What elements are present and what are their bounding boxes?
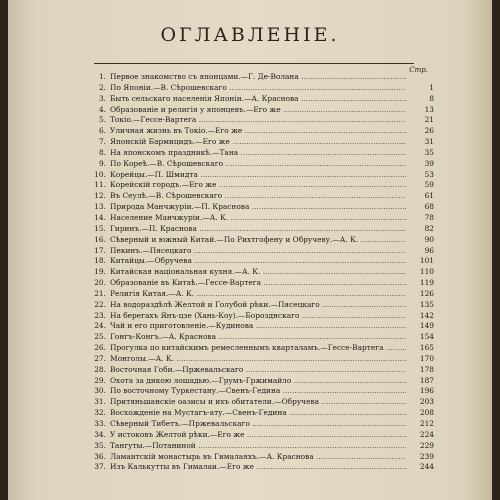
toc-entry-page: 244 — [419, 462, 434, 472]
toc-entry-title: На берегахъ Янъ-цзе (Хань-Коу).—Борозднскаго ..... — [110, 311, 406, 322]
toc-entry-title: Корейскій городъ.—Его же ..... — [110, 180, 406, 191]
toc-entry — [88, 376, 434, 387]
toc-entry-page: 68 — [424, 202, 434, 212]
title-rule — [94, 63, 414, 64]
toc-entry — [88, 170, 434, 181]
toc-entry-number: 29. — [94, 375, 106, 385]
toc-entry-number: 37. — [94, 462, 106, 472]
toc-entry-number: 31. — [94, 397, 106, 407]
toc-entry — [88, 441, 434, 452]
toc-entry-title: На японскомъ праздникѣ.—Тана ..... — [110, 148, 406, 159]
toc-entry-number: 17. — [94, 245, 106, 255]
toc-entry — [88, 246, 434, 257]
toc-entry-number: 27. — [94, 353, 106, 363]
toc-entry-title: Сѣверный и южный Китай.—По Рихтгофену и Обручеву.—А. К. ..... — [110, 235, 406, 246]
toc-entry — [88, 235, 434, 246]
toc-entry-page: 61 — [424, 191, 434, 201]
toc-entry-title: Токіо.—Гессе-Вартега ..... — [110, 115, 406, 126]
toc-entry-page: 135 — [419, 299, 434, 309]
toc-entry-number: 25. — [94, 332, 106, 342]
toc-entry-title: Ламаитскій монастырь въ Гималаяхъ.—А. Краснова ..... — [110, 452, 406, 463]
toc-entry-number: 35. — [94, 440, 106, 450]
toc-entry-number: 5. — [98, 115, 106, 125]
toc-entry-page: 21 — [424, 115, 434, 125]
toc-entry-title: Восхожденіе на Мустагъ-ату.—Свенъ-Гедина ..... — [110, 408, 406, 419]
toc-entry-page: 82 — [424, 223, 434, 233]
toc-entry-title: Китайская національная кухня.—А. К. ..... — [110, 267, 406, 278]
toc-entry-number: 26. — [94, 343, 106, 353]
toc-entry — [88, 365, 434, 376]
toc-entry-number: 15. — [94, 223, 106, 233]
toc-entry-number: 11. — [94, 180, 106, 190]
toc-entry-page: 178 — [419, 364, 434, 374]
toc-entry — [88, 256, 434, 267]
toc-entry-page: 26 — [424, 126, 434, 136]
toc-entry — [88, 126, 434, 137]
toc-entry-page: 101 — [419, 256, 434, 266]
toc-entry-title: Гиринъ.—П. Краснова ..... — [110, 224, 406, 235]
toc-entry — [88, 430, 434, 441]
toc-entry-page: 196 — [419, 386, 434, 396]
table-of-contents — [88, 72, 434, 473]
toc-entry-title: Корейцы.—П. Шмидта ..... — [110, 170, 406, 181]
toc-entry-page: 119 — [419, 278, 434, 288]
toc-entry-page: 59 — [424, 180, 434, 190]
toc-entry-title: Притяньшанскіе оазисы и ихъ обитатели.—Обручева ..... — [110, 397, 406, 408]
toc-entry-page: 154 — [419, 332, 434, 342]
toc-entry — [88, 148, 434, 159]
toc-entry-page: 203 — [419, 397, 434, 407]
toc-entry — [88, 213, 434, 224]
toc-entry — [88, 300, 434, 311]
toc-entry — [88, 452, 434, 463]
toc-entry-page: 1 — [429, 82, 434, 92]
page-title: ОГЛАВЛЕНІЕ. — [160, 24, 340, 46]
toc-entry-number: 36. — [94, 451, 106, 461]
toc-entry — [88, 419, 434, 430]
toc-entry-page: 229 — [419, 440, 434, 450]
toc-entry — [88, 159, 434, 170]
toc-entry — [88, 115, 434, 126]
toc-entry-number: 23. — [94, 310, 106, 320]
toc-entry-page: 212 — [419, 419, 434, 428]
toc-entry-number: 32. — [94, 408, 106, 418]
toc-entry-page: 170 — [419, 353, 434, 363]
toc-entry-title: Население Манчжуріи.—А. К. ..... — [110, 213, 406, 224]
toc-entry-title: Китайцы.—Обручева ..... — [110, 256, 406, 267]
toc-entry-number: 8. — [98, 147, 106, 157]
toc-entry-title: Японскій Бармицидъ.—Его же ..... — [110, 137, 406, 148]
toc-entry-title: Сѣверный Тибетъ.—Пржевальскаго ..... — [110, 419, 406, 430]
toc-entry-title: Охота за дикою лошадью.—Грумъ-Гржимайло ..... — [110, 376, 406, 387]
toc-entry-page: 142 — [419, 310, 434, 320]
toc-entry-page: 110 — [419, 267, 434, 277]
toc-entry-number: 33. — [94, 419, 106, 428]
toc-entry — [88, 354, 434, 365]
toc-entry-page: 149 — [419, 321, 434, 331]
toc-entry — [88, 397, 434, 408]
toc-entry-page: 165 — [419, 343, 434, 353]
toc-entry-title: Монголы.—А. К. ..... — [110, 354, 406, 365]
toc-entry-title: Въ Сеулѣ.—В. Сѣрошевскаго ..... — [110, 191, 406, 202]
toc-entry — [88, 105, 434, 116]
toc-entry-page: 8 — [429, 93, 434, 103]
toc-entry-title: У истоковъ Желтой рѣки.—Его же ..... — [110, 430, 406, 441]
toc-entry — [88, 278, 434, 289]
toc-entry-page: 53 — [424, 169, 434, 179]
toc-entry-number: 6. — [98, 126, 106, 136]
toc-entry — [88, 321, 434, 332]
toc-entry-page: 35 — [424, 147, 434, 157]
toc-entry — [88, 462, 434, 473]
toc-entry-title: На водораздѣлѣ Желтой и Голубой рѣки.—Пясецкаго ..... — [110, 300, 406, 311]
toc-entry-page: 224 — [419, 429, 434, 439]
toc-entry — [88, 94, 434, 105]
toc-entry-number: 7. — [98, 137, 106, 147]
toc-entry-number: 21. — [94, 288, 106, 298]
toc-entry-number: 1. — [98, 72, 106, 81]
toc-entry — [88, 289, 434, 300]
toc-entry-page: 126 — [419, 288, 434, 298]
toc-entry-title: Чай и его приготовленіе.—Кудинова ..... — [110, 321, 406, 332]
toc-entry-number: 14. — [94, 212, 106, 222]
toc-entry — [88, 408, 434, 419]
toc-entry-title: Быть сельскаго населенія Японіи.—А. Краснова ..... — [110, 94, 406, 105]
toc-entry-title: Пекинъ.—Пясецкаго ..... — [110, 246, 406, 257]
toc-entry-number: 19. — [94, 267, 106, 277]
toc-entry-title: По Японіи.—В. Сѣрошевскаго ..... — [110, 83, 406, 94]
page-column-label: Стр. — [409, 66, 428, 74]
toc-entry-number: 10. — [94, 169, 106, 179]
toc-entry-page: 96 — [424, 245, 434, 255]
toc-entry-number: 12. — [94, 191, 106, 201]
toc-entry-number: 34. — [94, 429, 106, 439]
toc-entry-title: Тангуты.—Потаниной ..... — [110, 441, 406, 452]
toc-entry — [88, 180, 434, 191]
toc-entry-number: 28. — [94, 364, 106, 374]
toc-entry-title: Уличная жизнь въ Токіо.—Его же ..... — [110, 126, 406, 137]
toc-entry-number: 9. — [98, 158, 106, 168]
toc-entry-number: 13. — [94, 202, 106, 212]
toc-entry-number: 3. — [98, 93, 106, 103]
toc-entry-title: Изъ Калькутты въ Гималаи.—Его же ..... — [110, 462, 406, 473]
toc-entry-title: По Кореѣ.—В. Сѣрошевскаго ..... — [110, 159, 406, 170]
toc-entry — [88, 72, 434, 83]
toc-entry-number: 18. — [94, 256, 106, 266]
toc-entry-page: 239 — [419, 451, 434, 461]
toc-entry-number: 30. — [94, 386, 106, 396]
toc-entry-number: 16. — [94, 234, 106, 244]
toc-entry-number: 22. — [94, 299, 106, 309]
toc-entry — [88, 83, 434, 94]
toc-entry — [88, 311, 434, 322]
toc-entry — [88, 224, 434, 235]
toc-entry-page: 90 — [424, 234, 434, 244]
toc-entry-page: 78 — [424, 212, 434, 222]
toc-entry-title: Образованіе и религія у японцевъ.—Его же ..... — [110, 105, 406, 116]
toc-entry-title: Религія Китая.—А. К. ..... — [110, 289, 406, 300]
toc-entry — [88, 202, 434, 213]
toc-entry-page: 13 — [424, 104, 434, 114]
toc-entry — [88, 267, 434, 278]
toc-entry-page: 187 — [419, 375, 434, 385]
book-page — [8, 0, 492, 500]
toc-entry-page: 39 — [424, 158, 434, 168]
toc-entry — [88, 343, 434, 354]
toc-entry-number: 24. — [94, 321, 106, 331]
toc-entry-page: 208 — [419, 408, 434, 418]
toc-entry-number: 4. — [98, 104, 106, 114]
toc-entry-title: Гонгъ-Конгъ.—А. Краснова ..... — [110, 332, 406, 343]
toc-entry-number: 2. — [98, 82, 106, 92]
toc-entry-title: Природа Манчжуріи.—П. Краснова ..... — [110, 202, 406, 213]
toc-entry — [88, 137, 434, 148]
toc-entry-number: 20. — [94, 278, 106, 288]
toc-entry-title: Восточная Гоби.—Пржевальскаго ..... — [110, 365, 406, 376]
toc-entry-title: Прогулка по китайскимъ ремесленнымъ кварталамъ.—Гессе-Вартега ..... — [110, 343, 406, 354]
toc-entry-page: 31 — [424, 137, 434, 147]
toc-entry-title: Образованіе въ Китаѣ.—Гессе-Вартега ..... — [110, 278, 406, 289]
toc-entry-title: Первое знакомство съ японцами.—Г. Де-Волана ..... — [110, 72, 406, 83]
toc-entry — [88, 191, 434, 202]
toc-entry — [88, 332, 434, 343]
toc-entry — [88, 386, 434, 397]
toc-entry-title: По восточному Туркестану.—Свенъ-Гедина ..... — [110, 386, 406, 397]
